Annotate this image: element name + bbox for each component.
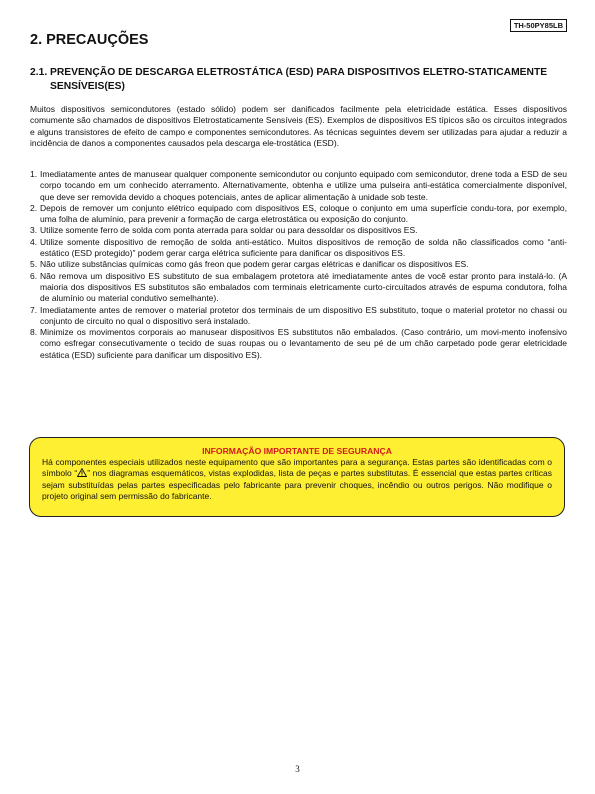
list-item-text: Utilize somente ferro de solda com ponta aterrada para soldar ou para dessoldar os dispositivos ES. <box>40 225 418 236</box>
list-item <box>30 169 567 203</box>
warning-triangle-icon <box>77 468 87 477</box>
list-item <box>30 271 567 305</box>
list-item <box>30 203 567 226</box>
model-number-tag: TH-50PY85LB <box>510 19 567 32</box>
list-item-text: Minimize os movimentos corporais ao manusear dispositivos ES substitutos não embalados. (Caso contrário, um movi-mento inofensivo como esfregar consecutivamente o tecido de suas roupas ou o levantamento de seu pé de um chão carpetado pode gerar eletricidade estática (ESD) suficiente para danificar um dispositivo ES). <box>40 327 567 360</box>
safety-information-box <box>29 437 565 517</box>
list-item-number: 5. <box>30 259 38 270</box>
list-item-text: Não remova um dispositivo ES substituto de sua embalagem protetora até imediatamente antes de você estar pronto para instalá-lo. (A maioria dos dispositivos ES substitutos são embalados com terminais eletricamente curto-circuitados através de espuma condutora, folha de alumínio ou material condutivo semelhante). <box>40 270 567 304</box>
list-item-number: 6. <box>30 270 38 281</box>
section-title: 2. PRECAUÇÕES <box>30 32 149 48</box>
list-item-text: Utilize somente dispositivo de remoção de solda anti-estático. Muitos dispositivos de remoção de solda não classificados como “anti-estático (ESD protegido)” podem gerar carga elétrica suficiente para danificar os dispositivos ES. <box>40 236 567 259</box>
list-item-text: Imediatamente antes de manusear qualquer componente semicondutor ou conjunto equipado com semicondutor, drene toda a ESD de seu corpo tocando em um conhecido aterramento. Alternativamente, obtenha e utilize uma pulseira anti-estática comercialmente disponível, que deve ser removida devido a choques potenciais, antes de aplicar alimentação à unidade sob teste. <box>40 169 567 202</box>
list-item-number: 3. <box>30 225 38 236</box>
subsection-number: 2.1. <box>30 67 48 78</box>
page-number: 3 <box>295 764 300 774</box>
list-item <box>30 237 567 260</box>
list-item-number: 7. <box>30 304 38 315</box>
list-item <box>30 327 567 361</box>
list-item <box>30 305 567 328</box>
intro-paragraph: Muitos dispositivos semicondutores (estado sólido) podem ser danificados facilmente pela eletricidade estática. Esses dispositivos comumente são chamados de dispositivos Eletrostaticamente Sensíveis (ES). Exemplos de dispositivos ES típicos são os circuitos integrados e alguns transistores de efeito de campo e componentes semicondutores. As técnicas seguintes devem ser utilizadas para ajudar a reduzir a incidência de danos a componentes causados pela descarga ele-trostática (ESD). <box>30 104 567 148</box>
subsection-heading <box>30 66 560 94</box>
list-item-number: 4. <box>30 236 38 247</box>
safety-text-end: ” nos diagramas esquemáticos, vistas explodidas, lista de peças e partes substitutas. É essencial que estas partes críticas sejam substituídas pelas partes especificadas pelo fabricante para prevenir choques, incêndio ou outros perigos. Não modifique o projeto original sem permissão do fabricante. <box>42 468 552 501</box>
list-item-number: 8. <box>30 327 38 338</box>
list-item-text: Depois de remover um conjunto elétrico equipado com dispositivos ES, coloque o conjunto em uma superfície condu-tora, por exemplo, uma folha de alumínio, para prevenir a formação de carga eletrostática ou exposição do conjunto. <box>40 202 567 225</box>
subsection-title: PREVENÇÃO DE DESCARGA ELETROSTÁTICA (ESD) PARA DISPOSITIVOS ELETRO-STATICAMENTE SENSÍVEIS(ES) <box>50 67 548 92</box>
list-item <box>30 225 567 236</box>
safety-text <box>42 457 552 502</box>
safety-title: INFORMAÇÃO IMPORTANTE DE SEGURANÇA <box>202 446 392 456</box>
list-item-number: 1. <box>30 169 38 179</box>
list-item <box>30 259 567 270</box>
list-item-text: Imediatamente antes de remover o material protetor dos terminais de um dispositivo ES substituto, toque o material protetor no chassi ou conjunto de circuito no qual o dispositivo será instalado. <box>40 304 567 326</box>
safety-text-start: Há componentes especiais utilizados neste equipamento que são importantes para a segurança. Estas partes são identificadas com o símbolo “ <box>42 457 552 479</box>
precaution-steps-list <box>30 169 567 361</box>
list-item-number: 2. <box>30 202 38 213</box>
list-item-text: Não utilize substâncias químicas como gás freon que podem gerar cargas elétricas e danificar os dispositivos ES. <box>40 259 469 270</box>
